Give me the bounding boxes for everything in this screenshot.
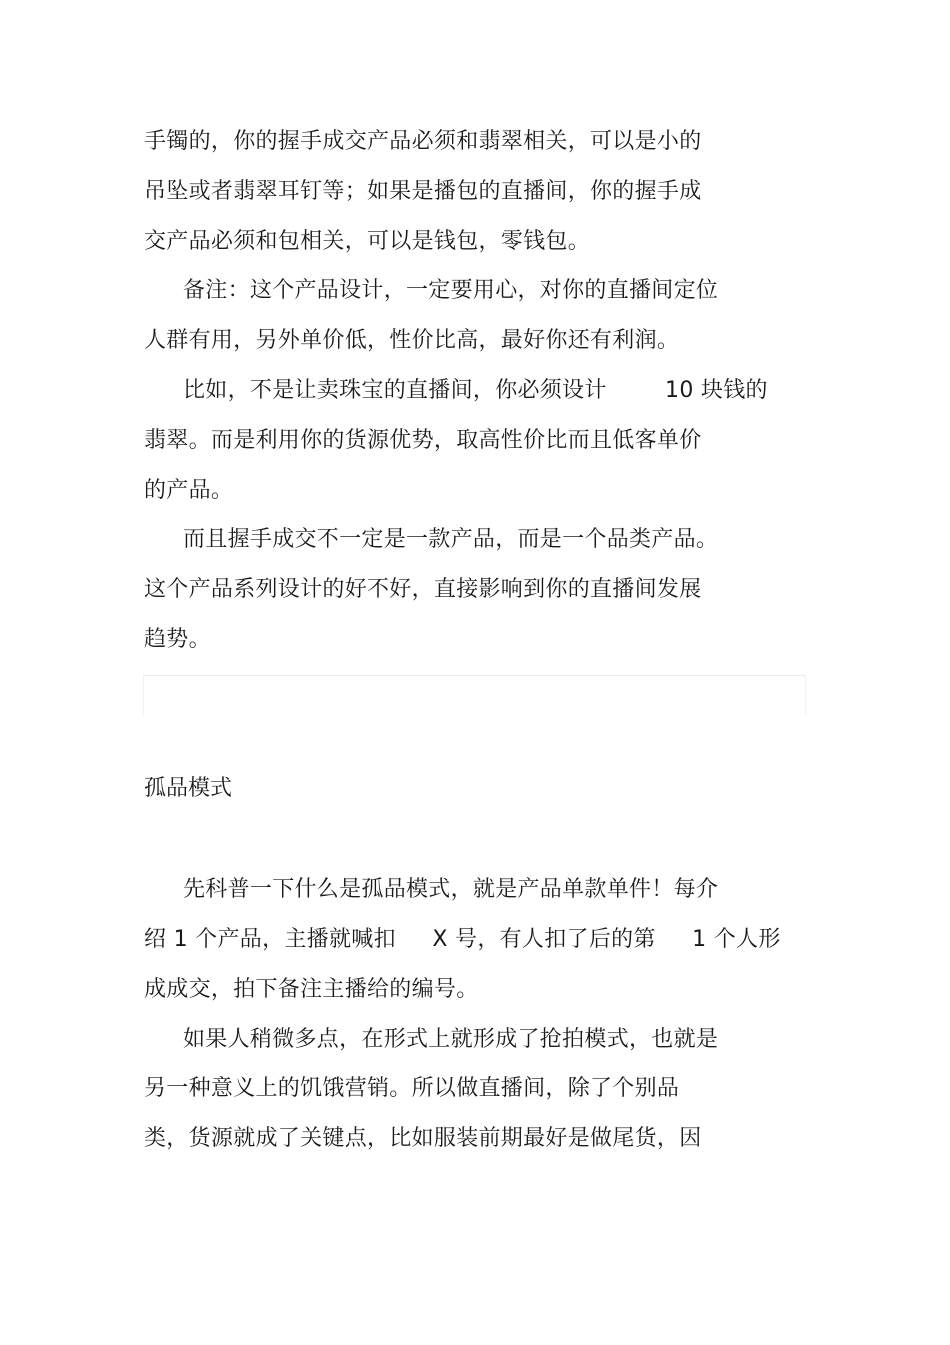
paragraph-line: 备注：这个产品设计，一定要用心，对你的直播间定位 [183, 278, 719, 303]
paragraph-line: 手镯的，你的握手成交产品必须和翡翠相关，可以是小的 [144, 129, 702, 154]
section-divider [143, 675, 806, 715]
paragraph-line: 的产品。 [144, 478, 234, 503]
paragraph-line: 吊坠或者翡翠耳钉等；如果是播包的直播间，你的握手成 [144, 179, 702, 204]
paragraph-line: 另一种意义上的饥饿营销。所以做直播间，除了个别品 [144, 1076, 680, 1101]
paragraph-line: 趋势。 [144, 627, 211, 652]
paragraph-line: 比如，不是让卖珠宝的直播间，你必须设计 10 块钱的 [183, 378, 768, 403]
paragraph-line: 这个产品系列设计的好不好，直接影响到你的直播间发展 [144, 577, 702, 602]
paragraph-line: 先科普一下什么是孤品模式，就是产品单款单件！每介 [183, 877, 719, 902]
paragraph-line: 而且握手成交不一定是一款产品，而是一个品类产品。 [183, 527, 719, 552]
paragraph-line: 绍 1 个产品，主播就喊扣 X 号，有人扣了后的第 1 个人形 [144, 927, 781, 952]
section-heading: 孤品模式 [144, 776, 233, 801]
paragraph-line: 如果人稍微多点，在形式上就形成了抢拍模式，也就是 [183, 1027, 719, 1052]
paragraph-line: 翡翠。而是利用你的货源优势，取高性价比而且低客单价 [144, 428, 702, 453]
paragraph-line: 人群有用，另外单价低，性价比高，最好你还有利润。 [144, 328, 680, 353]
paragraph-line: 类，货源就成了关键点，比如服装前期最好是做尾货，因 [144, 1126, 702, 1151]
paragraph-line: 成成交，拍下备注主播给的编号。 [144, 977, 479, 1002]
paragraph-line: 交产品必须和包相关，可以是钱包，零钱包。 [144, 229, 591, 254]
